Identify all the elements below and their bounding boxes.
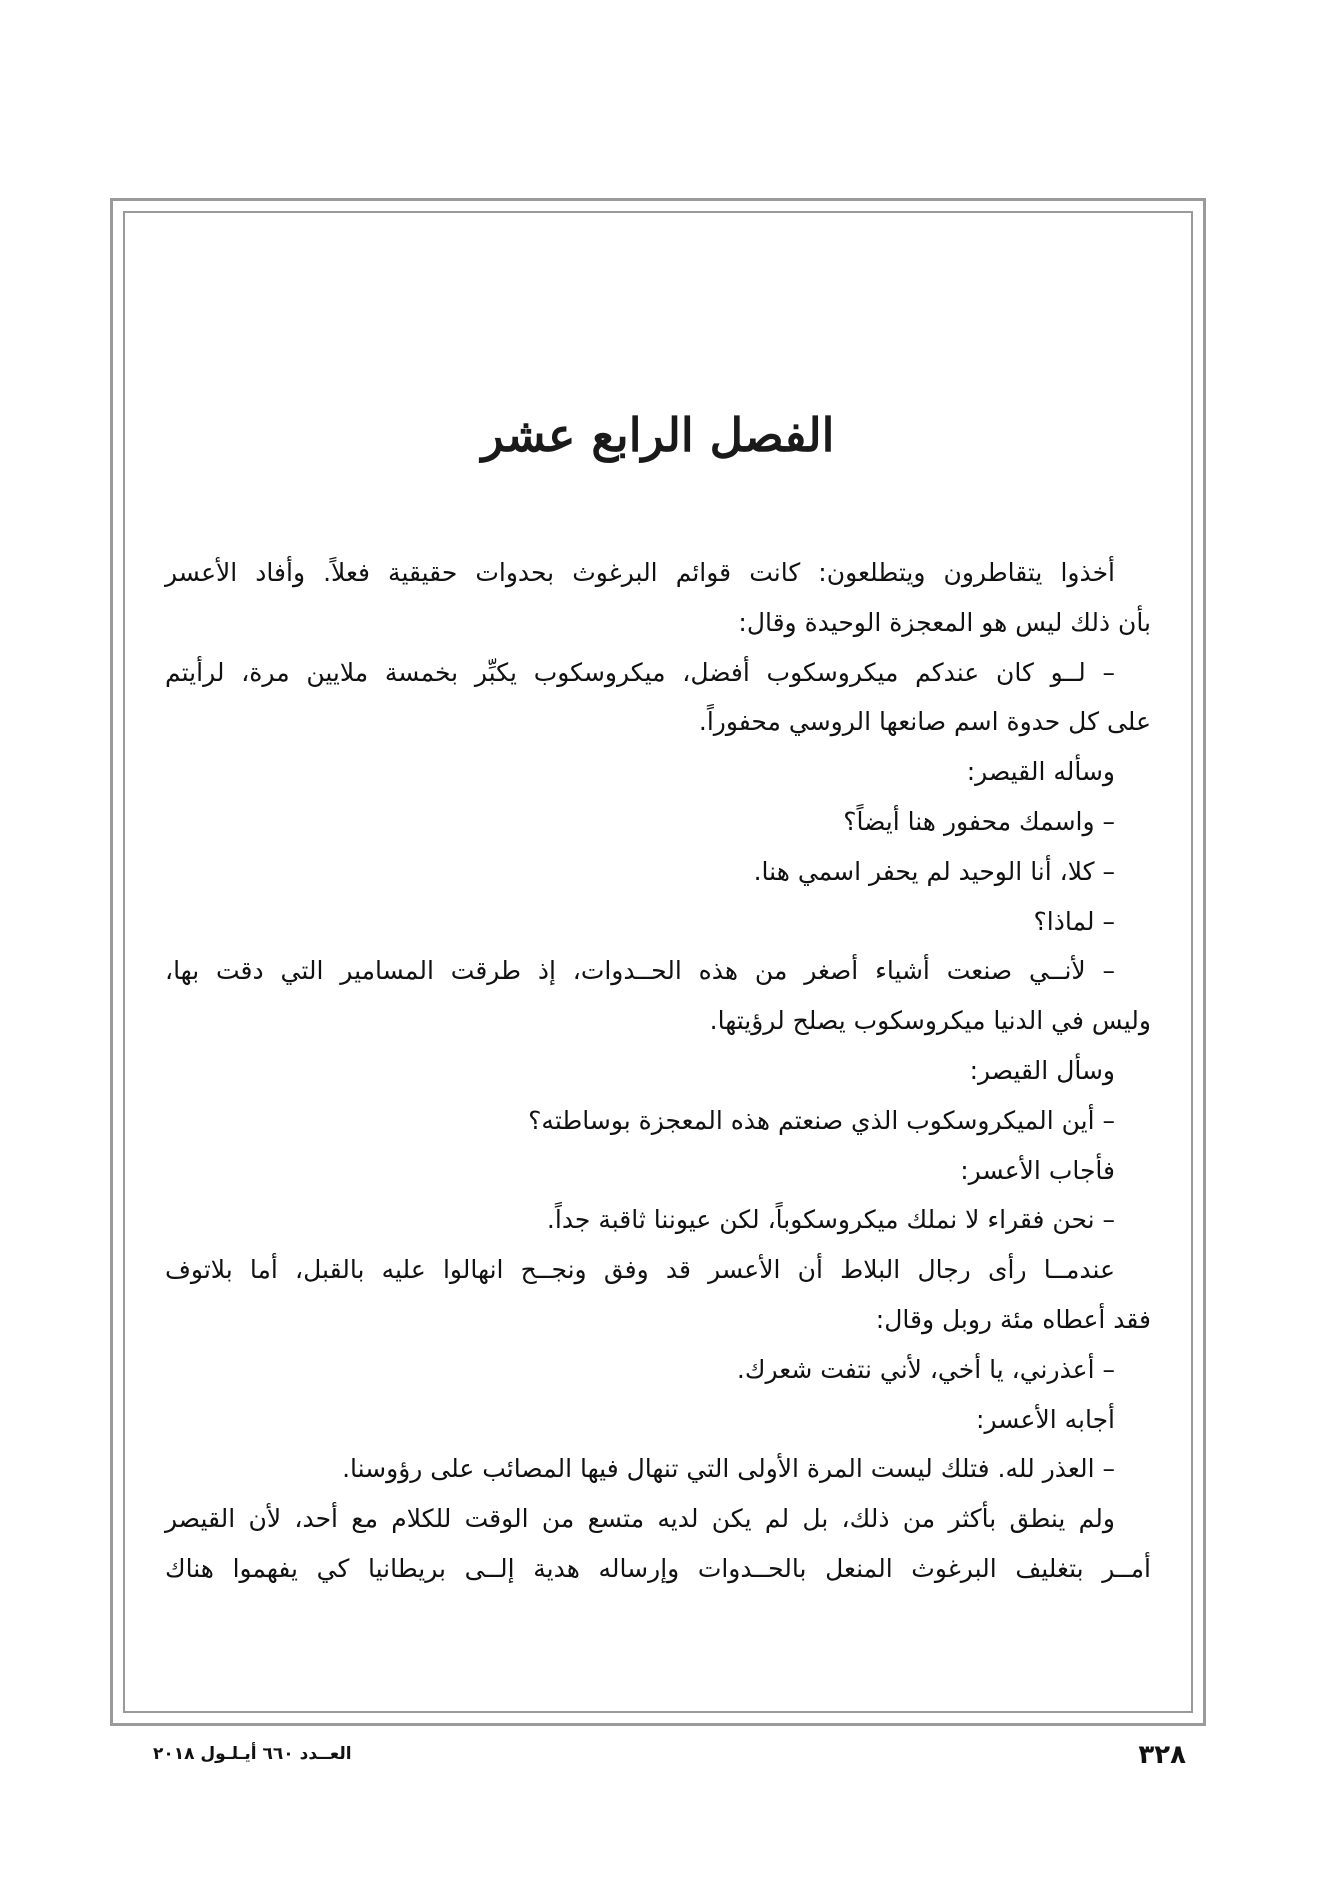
text-line: بأن ذلك ليس هو المعجزة الوحيدة وقال:: [738, 607, 1151, 637]
chapter-title: الفصل الرابع عشر: [481, 408, 835, 462]
paragraph: [165, 1245, 1151, 1345]
paragraph: [165, 946, 1151, 1046]
text-line: – نحن فقراء لا نملك ميكروسكوباً، لكن عيوننا ثاقبة جداً.: [546, 1205, 1115, 1235]
page-number: ٣٢٨: [1138, 1740, 1186, 1770]
paragraph: [165, 1494, 1151, 1594]
paragraph: [165, 1195, 1151, 1245]
paragraph: [165, 797, 1151, 847]
text-line: – لأنــي صنعت أشياء أصغر من هذه الحــدوات، إذ طرقت المسامير التي دقت بها،: [165, 956, 1115, 986]
paragraph: [165, 897, 1151, 947]
text-line: – كلا، أنا الوحيد لم يحفر اسمي هنا.: [753, 856, 1115, 886]
text-line: – أعذرني، يا أخي، لأني نتفت شعرك.: [736, 1354, 1115, 1384]
text-line: ولم ينطق بأكثر من ذلك، بل لم يكن لديه متسع من الوقت للكلام مع أحد، لأن القيصر: [165, 1504, 1115, 1534]
text-line: أخذوا يتقاطرون ويتطلعون: كانت قوائم البرغوث بحدوات حقيقية فعلاً. وأفاد الأعسر: [165, 558, 1115, 587]
text-line: – العذر لله. فتلك ليست المرة الأولى التي تنهال فيها المصائب على رؤوسنا.: [342, 1454, 1115, 1484]
paragraph: [165, 548, 1151, 648]
paragraph: [165, 1096, 1151, 1146]
paragraph: [165, 747, 1151, 797]
text-line: – لــو كان عندكم ميكروسكوب أفضل، ميكروسكوب يكبِّر بخمسة ملايين مرة، لرأيتم: [165, 657, 1115, 687]
text-line: وليس في الدنيا ميكروسكوب يصلح لرؤيتها.: [709, 1006, 1151, 1036]
story-text: [165, 548, 1151, 1594]
text-line: أمــر بتغليف البرغوث المنعل بالحــدوات وإرساله هدية إلــى بريطانيا كي يفهموا هناك: [165, 1553, 1151, 1583]
paragraph: [165, 1395, 1151, 1445]
text-line: وسأله القيصر:: [966, 757, 1115, 787]
text-line: أجابه الأعسر:: [976, 1404, 1115, 1434]
text-line: وسأل القيصر:: [969, 1055, 1115, 1085]
text-line: فأجاب الأعسر:: [960, 1155, 1115, 1185]
text-line: فقد أعطاه مئة روبل وقال:: [875, 1304, 1151, 1334]
text-line: على كل حدوة اسم صانعها الروسي محفوراً.: [698, 707, 1151, 737]
paragraph: [165, 648, 1151, 748]
text-line: – لماذا؟: [1033, 906, 1115, 936]
text-line: – أين الميكروسكوب الذي صنعتم هذه المعجزة بوساطته؟: [528, 1105, 1115, 1135]
paragraph: [165, 847, 1151, 897]
paragraph: [165, 1345, 1151, 1395]
text-line: عندمــا رأى رجال البلاط أن الأعسر قد وفق ونجــح انهالوا عليه بالقبل، أما بلاتوف: [165, 1255, 1115, 1285]
page-footer: [153, 1740, 1186, 1780]
page-frame: [110, 198, 1206, 1726]
text-line: – واسمك محفور هنا أيضاً؟: [843, 806, 1115, 836]
issue-info: العــدد ٦٦٠ أيـلـول ٢٠١٨: [153, 1744, 352, 1764]
paragraph: [165, 1146, 1151, 1196]
page-frame-inner: [123, 211, 1193, 1713]
paragraph: [165, 1046, 1151, 1096]
paragraph: [165, 1444, 1151, 1494]
